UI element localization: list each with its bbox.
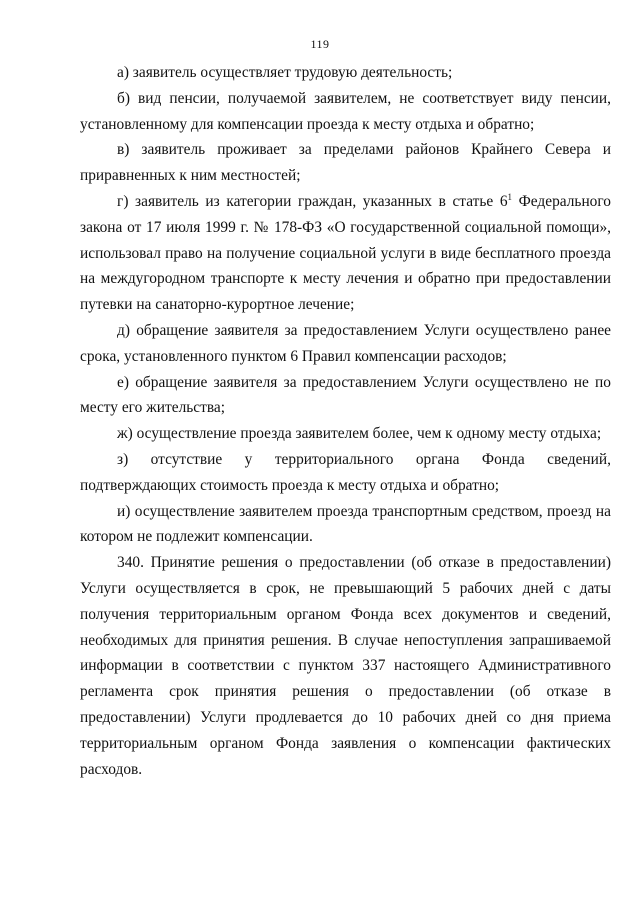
paragraph-e: е) обращение заявителя за предоставлением Услуги осуществлено не по месту его жительства;	[80, 373, 611, 417]
paragraph-g-text-end: Федерального закона от 17 июля 1999 г. № 178-ФЗ «О государственной социальной помощи», использовал право на получение социальной услуги в виде бесплатного проезда на междугородном транспорте к месту лечения и обратно при предоставлении путевки на санаторно-курортное лечение;	[80, 192, 612, 314]
paragraph-a: а) заявитель осуществляет трудовую деятельность;	[117, 64, 453, 81]
paragraph-g	[80, 189, 611, 318]
paragraph-340: 340. Принятие решения о предоставлении (об отказе в предоставлении) Услуги осуществляется в срок, не превышающий 5 рабочих дней с даты получения территориальным органом Фонда всех документов и сведений, необходимых для принятия решения. В случае непоступления запрашиваемой информации в соответствии с пунктом 337 настоящего Административного регламента срок принятия решения о предоставлении (об отказе в предоставлении) Услуги продлевается до 10 рабочих дней со дня приема территориальным органом Фонда заявления о компенсации фактических расходов.	[80, 554, 611, 778]
paragraph-b: б) вид пенсии, получаемой заявителем, не соответствует виду пенсии, установленному для компенсации проезда к месту отдыха и обратно;	[80, 89, 611, 133]
paragraph-i: и) осуществление заявителем проезда транспортным средством, проезд на котором не подлежит компенсации.	[80, 502, 611, 546]
footnote-superscript: 1	[507, 191, 513, 202]
paragraph-z: з) отсутствие у территориального органа Фонда сведений, подтверждающих стоимость проезда к месту отдыха и обратно;	[80, 450, 611, 494]
paragraph-d: д) обращение заявителя за предоставлением Услуги осуществлено ранее срока, установленного пунктом 6 Правил компенсации расходов;	[80, 321, 611, 365]
paragraph-zh: ж) осуществление проезда заявителем более, чем к одному месту отдыха;	[117, 425, 602, 443]
page-number: 119	[310, 37, 330, 51]
document-body	[80, 60, 611, 782]
paragraph-g-text-start: г) заявитель из категории граждан, указанных в статье 6	[117, 192, 508, 210]
paragraph-v: в) заявитель проживает за пределами районов Крайнего Севера и приравненных к ним местностей;	[80, 141, 611, 185]
